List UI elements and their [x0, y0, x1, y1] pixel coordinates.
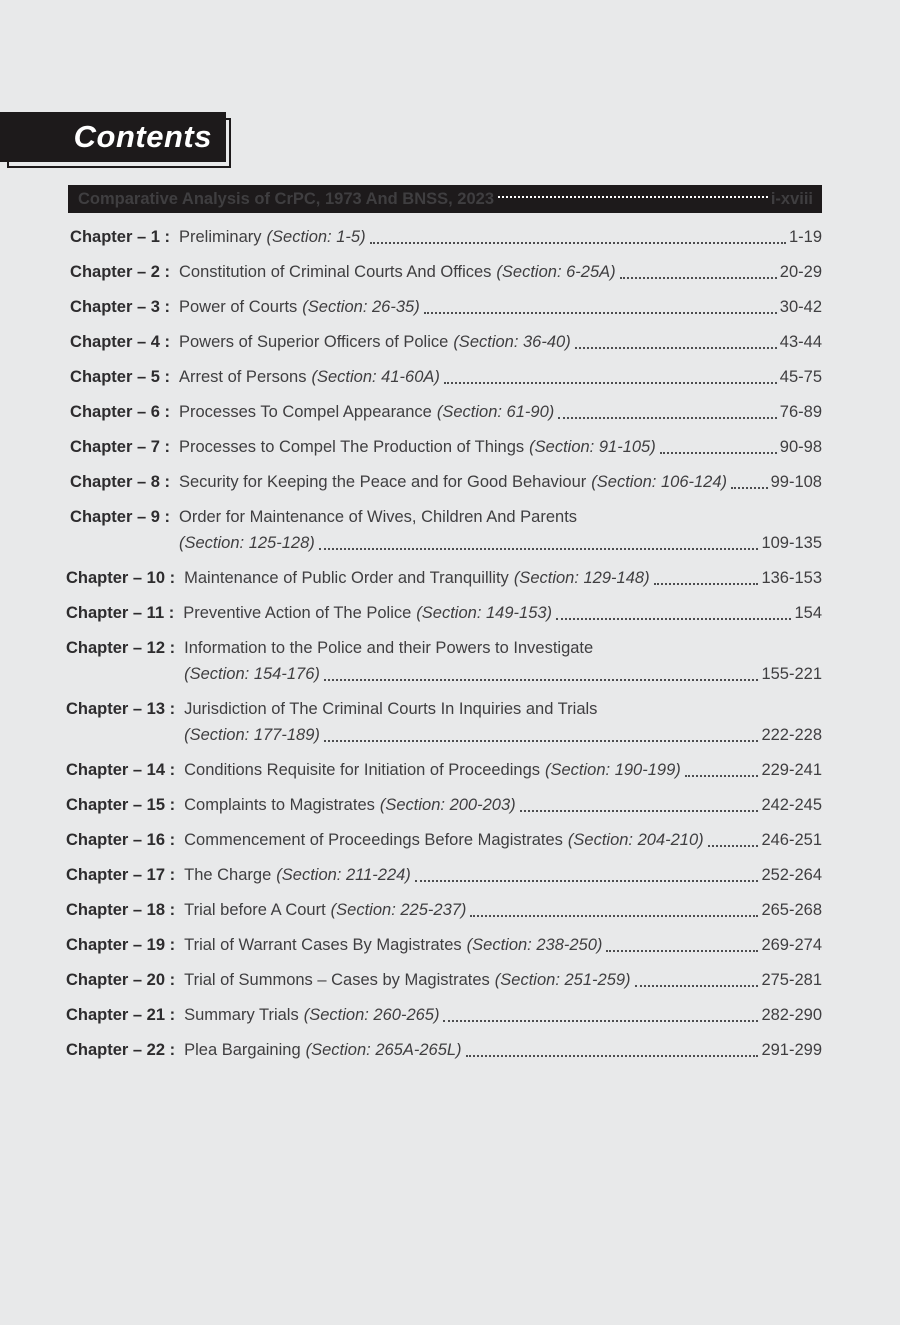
chapter-label: Chapter – 15 :	[66, 796, 176, 814]
toc-entry-line	[179, 329, 822, 355]
toc-entry	[66, 329, 822, 355]
comparative-analysis-pages: i-xviii	[770, 189, 813, 208]
chapter-title: Power of Courts	[179, 298, 298, 316]
section-range: (Section: 36-40)	[453, 333, 571, 351]
toc-entry	[66, 897, 822, 923]
chapter-label: Chapter – 22 :	[66, 1041, 176, 1059]
toc-entry-line	[184, 827, 822, 853]
chapter-title: Jurisdiction of The Criminal Courts In Inquiries and Trials	[184, 700, 598, 718]
section-range: (Section: 41-60A)	[311, 368, 440, 386]
chapter-label: Chapter – 14 :	[66, 761, 176, 779]
chapter-title: Constitution of Criminal Courts And Offices	[179, 263, 492, 281]
page-range: 242-245	[761, 796, 822, 814]
toc-entry-body	[179, 469, 822, 495]
section-range: (Section: 225-237)	[330, 901, 467, 919]
page-range: 269-274	[761, 936, 822, 954]
section-range: (Section: 211-224)	[276, 866, 411, 884]
chapter-label: Chapter – 19 :	[66, 936, 176, 954]
chapter-title: Security for Keeping the Peace and for Good Behaviour	[179, 473, 587, 491]
section-range: (Section: 149-153)	[416, 604, 553, 622]
chapter-title: The Charge	[184, 866, 272, 884]
chapter-label: Chapter – 2 :	[70, 263, 170, 281]
toc-entry-line	[179, 224, 822, 250]
dot-leader	[731, 487, 768, 489]
chapter-label: Chapter – 12 :	[66, 639, 176, 657]
section-range: (Section: 265A-265L)	[305, 1041, 462, 1059]
toc-entry	[66, 932, 822, 958]
chapter-label: Chapter – 16 :	[66, 831, 176, 849]
page-range: 43-44	[779, 333, 822, 351]
toc-entry-body	[184, 757, 822, 783]
toc-entry-body	[179, 329, 822, 355]
dot-leader	[444, 382, 777, 384]
dot-leader	[660, 452, 777, 454]
dot-leader	[424, 312, 777, 314]
chapter-title: Maintenance of Public Order and Tranquillity	[184, 569, 509, 587]
toc-entry	[66, 469, 822, 495]
toc-entry-body	[179, 259, 822, 285]
chapter-title: Processes to Compel The Production of Things	[179, 438, 525, 456]
toc-entry-line	[183, 600, 822, 626]
page-title-banner	[0, 112, 226, 162]
toc-entry-line	[179, 469, 822, 495]
page-range: 282-290	[761, 1006, 822, 1024]
dot-leader	[466, 1055, 759, 1057]
toc-entry-line	[184, 722, 822, 748]
section-range: (Section: 61-90)	[436, 403, 555, 421]
chapter-label: Chapter – 5 :	[70, 368, 170, 386]
page-range: 45-75	[779, 368, 822, 386]
chapter-title: Order for Maintenance of Wives, Children And Parents	[179, 508, 578, 526]
section-range: (Section: 238-250)	[466, 936, 603, 954]
page-range: 229-241	[761, 761, 822, 779]
dot-leader	[520, 810, 759, 812]
dot-leader	[708, 845, 759, 847]
dot-leader	[575, 347, 777, 349]
section-range: (Section: 26-35)	[302, 298, 420, 316]
dot-leader	[415, 880, 759, 882]
page-range: 222-228	[761, 726, 822, 744]
toc-entry-line	[184, 635, 822, 661]
page-range: 136-153	[761, 569, 822, 587]
toc-entry-line	[184, 661, 822, 687]
chapter-label: Chapter – 17 :	[66, 866, 176, 884]
page-range: 246-251	[761, 831, 822, 849]
toc-entry-body	[184, 862, 822, 888]
toc-entry-body	[184, 696, 822, 748]
page-range: 154	[794, 604, 822, 622]
chapter-title: Plea Bargaining	[184, 1041, 301, 1059]
toc-entry-body	[184, 967, 822, 993]
toc-entry	[66, 504, 822, 556]
dot-leader	[654, 583, 759, 585]
chapter-label: Chapter – 11 :	[66, 604, 175, 622]
chapter-title: Preventive Action of The Police	[183, 604, 412, 622]
dot-leader	[370, 242, 786, 244]
toc-entry	[66, 259, 822, 285]
toc-entry-body	[179, 224, 822, 250]
page-range: 265-268	[761, 901, 822, 919]
chapter-label: Chapter – 7 :	[70, 438, 170, 456]
toc-list	[66, 224, 822, 1063]
toc-entry-line	[179, 530, 822, 556]
chapter-title: Trial of Summons – Cases by Magistrates	[184, 971, 490, 989]
toc-entry-line	[179, 294, 822, 320]
toc-entry	[66, 1037, 822, 1063]
toc-entry	[66, 399, 822, 425]
chapter-title: Arrest of Persons	[179, 368, 307, 386]
toc-entry-body	[179, 294, 822, 320]
toc-entry-body	[183, 600, 822, 626]
page-range: 252-264	[761, 866, 822, 884]
page-range: 20-29	[779, 263, 822, 281]
page-range: 76-89	[779, 403, 822, 421]
section-range: (Section: 204-210)	[567, 831, 704, 849]
chapter-title: Powers of Superior Officers of Police	[179, 333, 449, 351]
toc-entry	[66, 224, 822, 250]
dot-leader	[635, 985, 759, 987]
toc-entry	[66, 294, 822, 320]
section-range: (Section: 154-176)	[184, 665, 320, 683]
toc-entry-line	[184, 932, 822, 958]
toc-entry-line	[179, 259, 822, 285]
page-title: Contents	[73, 119, 212, 154]
chapter-title: Processes To Compel Appearance	[179, 403, 432, 421]
page-range: 155-221	[761, 665, 822, 683]
page-range: 90-98	[779, 438, 822, 456]
toc-entry	[66, 862, 822, 888]
section-range: (Section: 129-148)	[513, 569, 650, 587]
page-range: 30-42	[779, 298, 822, 316]
comparative-analysis-label: Comparative Analysis of CrPC, 1973 And BNSS, 2023	[78, 189, 495, 208]
chapter-label: Chapter – 10 :	[66, 569, 176, 587]
dot-leader	[443, 1020, 758, 1022]
chapter-label: Chapter – 9 :	[70, 508, 170, 526]
section-range: (Section: 125-128)	[179, 534, 315, 552]
dot-leader	[620, 277, 777, 279]
section-range: (Section: 190-199)	[545, 761, 681, 779]
toc-entry	[66, 565, 822, 591]
toc-entry-body	[184, 1037, 822, 1063]
section-range: (Section: 200-203)	[379, 796, 516, 814]
dot-leader	[606, 950, 758, 952]
chapter-label: Chapter – 4 :	[70, 333, 170, 351]
comparative-analysis-bar	[68, 185, 822, 213]
chapter-title: Trial of Warrant Cases By Magistrates	[184, 936, 462, 954]
toc-entry-line	[184, 696, 822, 722]
dot-leader	[324, 679, 759, 681]
toc-entry	[66, 827, 822, 853]
section-range: (Section: 260-265)	[303, 1006, 440, 1024]
chapter-label: Chapter – 3 :	[70, 298, 170, 316]
toc-entry-line	[184, 565, 822, 591]
toc-entry-line	[184, 862, 822, 888]
toc-entry-line	[184, 757, 822, 783]
toc-entry-body	[184, 897, 822, 923]
dot-leader	[319, 548, 759, 550]
toc-entry	[66, 967, 822, 993]
dot-leader	[556, 618, 791, 620]
chapter-label: Chapter – 21 :	[66, 1006, 176, 1024]
chapter-title: Summary Trials	[184, 1006, 299, 1024]
toc-entry	[66, 600, 822, 626]
toc-entry-body	[184, 565, 822, 591]
toc-entry-line	[184, 1037, 822, 1063]
section-range: (Section: 106-124)	[591, 473, 728, 491]
toc-entry	[66, 1002, 822, 1028]
chapter-label: Chapter – 18 :	[66, 901, 176, 919]
toc-entry-body	[179, 364, 822, 390]
contents-banner-wrap	[0, 112, 240, 163]
toc-entry-line	[184, 792, 822, 818]
toc-entry-body	[184, 1002, 822, 1028]
toc-entry-body	[184, 792, 822, 818]
chapter-title: Conditions Requisite for Initiation of Proceedings	[184, 761, 540, 779]
chapter-title: Commencement of Proceedings Before Magistrates	[184, 831, 563, 849]
toc-entry	[66, 635, 822, 687]
chapter-title: Information to the Police and their Powers to Investigate	[184, 639, 594, 657]
toc-entry-body	[184, 827, 822, 853]
chapter-title: Preliminary	[179, 228, 262, 246]
toc-entry-body	[184, 635, 822, 687]
page-range: 99-108	[770, 473, 822, 491]
page-range: 275-281	[761, 971, 822, 989]
section-range: (Section: 91-105)	[529, 438, 656, 456]
chapter-label: Chapter – 13 :	[66, 700, 176, 718]
toc-entry-body	[179, 434, 822, 460]
toc-entry	[66, 434, 822, 460]
toc-entry-line	[179, 434, 822, 460]
chapter-label: Chapter – 6 :	[70, 403, 170, 421]
toc-entry-line	[184, 1002, 822, 1028]
page-range: 291-299	[761, 1041, 822, 1059]
chapter-label: Chapter – 20 :	[66, 971, 176, 989]
toc-entry-body	[179, 504, 822, 556]
section-range: (Section: 6-25A)	[496, 263, 616, 281]
chapter-label: Chapter – 1 :	[70, 228, 170, 246]
page-range: 1-19	[788, 228, 822, 246]
toc-entry-body	[184, 932, 822, 958]
toc-entry	[66, 792, 822, 818]
dot-leader	[498, 196, 768, 198]
toc-entry	[66, 364, 822, 390]
toc-entry-line	[179, 504, 822, 530]
toc-entry	[66, 757, 822, 783]
chapter-label: Chapter – 8 :	[70, 473, 170, 491]
section-range: (Section: 1-5)	[266, 228, 366, 246]
toc-entry-body	[179, 399, 822, 425]
chapter-title: Complaints to Magistrates	[184, 796, 375, 814]
toc-entry-line	[179, 399, 822, 425]
toc-entry-line	[179, 364, 822, 390]
dot-leader	[470, 915, 758, 917]
section-range: (Section: 251-259)	[494, 971, 631, 989]
dot-leader	[558, 417, 777, 419]
dot-leader	[685, 775, 759, 777]
section-range: (Section: 177-189)	[184, 726, 320, 744]
toc-entry-line	[184, 897, 822, 923]
toc-entry-line	[184, 967, 822, 993]
page-range: 109-135	[761, 534, 822, 552]
dot-leader	[324, 740, 759, 742]
chapter-title: Trial before A Court	[184, 901, 326, 919]
toc-entry	[66, 696, 822, 748]
